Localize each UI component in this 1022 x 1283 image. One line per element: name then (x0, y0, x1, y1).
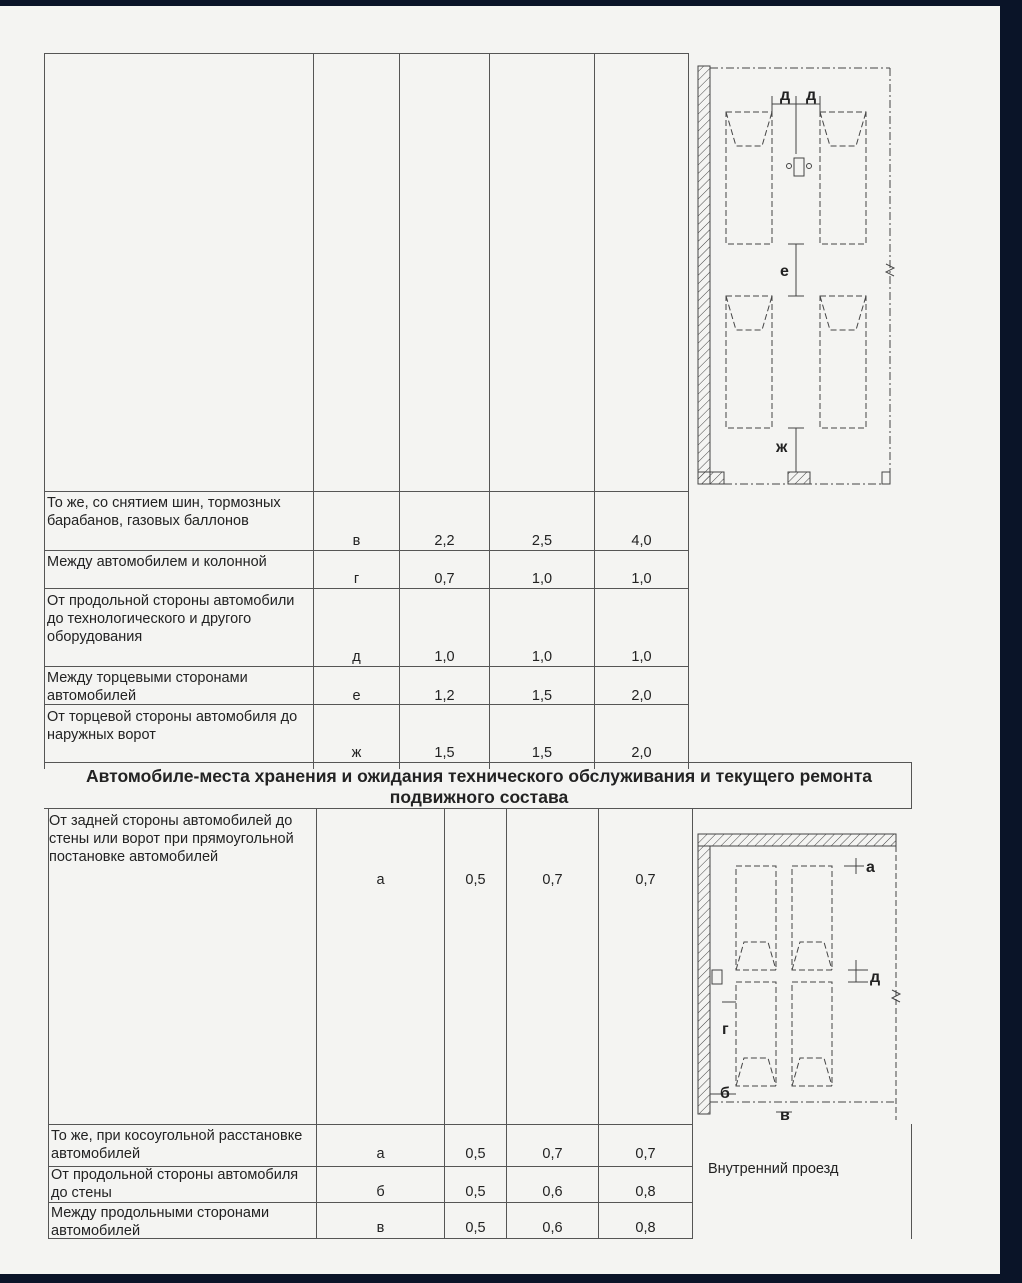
row-code: в (352, 533, 361, 549)
row-text: Между автомобилем и колонной (47, 554, 267, 570)
row-value: 1,0 (531, 649, 553, 665)
row-value: 1,0 (531, 571, 553, 587)
table1-left-border (44, 53, 45, 769)
document-page (0, 6, 1000, 1274)
row-code: а (376, 1146, 385, 1162)
row-value: 1,5 (434, 745, 455, 761)
row-code: в (376, 1220, 385, 1236)
diagram1-label: е (780, 263, 789, 280)
row-code: д (352, 649, 361, 665)
diagram2-label: а (866, 859, 875, 876)
inner-passage-note: Внутренний проезд (708, 1161, 839, 1177)
row-text: От торцевой стороны автомобиля до наружных ворот (47, 709, 298, 743)
diagram-storage-places (694, 830, 908, 1122)
row-value: 1,0 (434, 649, 455, 665)
row-text: Между продольными сторонами автомобилей (51, 1205, 270, 1239)
row-value: 0,7 (542, 872, 563, 888)
row-value: 0,5 (465, 1146, 486, 1162)
row-code: ж (351, 745, 362, 761)
diagram2-label: г (722, 1021, 729, 1038)
row-value: 2,5 (531, 533, 553, 549)
row-value: 0,7 (434, 571, 455, 587)
row-value: 0,5 (465, 1184, 486, 1200)
row-value: 0,6 (542, 1220, 563, 1236)
row-value: 0,8 (635, 1220, 656, 1236)
row-value: 0,8 (635, 1184, 656, 1200)
diagram-repair-posts (690, 54, 912, 494)
row-value: 0,7 (635, 1146, 656, 1162)
row-value: 2,2 (434, 533, 455, 549)
row-value: 0,6 (542, 1184, 563, 1200)
row-value: 1,5 (531, 745, 553, 761)
row-code: е (352, 688, 361, 704)
diagram1-label: д (780, 87, 791, 104)
row-text: От задней стороны автомобилей до стены или ворот при прямоугольной постановке автомобилей (49, 813, 294, 865)
row-value: 0,5 (465, 1220, 486, 1236)
row-value: 2,0 (631, 688, 652, 704)
row-text: То же, при косоугольной расстановке автомобилей (51, 1128, 303, 1162)
row-value: 1,2 (434, 688, 455, 704)
row-code: б (376, 1184, 385, 1200)
table1-top-border (44, 53, 688, 54)
row-value: 1,0 (631, 649, 652, 665)
row-value: 4,0 (631, 533, 652, 549)
row-value: 1,5 (531, 688, 553, 704)
diagram2-label: б (720, 1085, 730, 1102)
row-text: От продольной стороны автомобиля до стены (51, 1167, 299, 1201)
table1-right-border (688, 53, 689, 769)
row-value: 0,7 (542, 1146, 563, 1162)
diagram1-label: ж (776, 439, 788, 456)
diagram2-label: д (870, 969, 881, 986)
row-value: 0,7 (635, 872, 656, 888)
diagram1-label: д (806, 87, 817, 104)
row-code: г (353, 571, 360, 587)
row-value: 2,0 (631, 745, 652, 761)
row-value: 1,0 (631, 571, 652, 587)
row-code: а (376, 872, 385, 888)
row-value: 0,5 (465, 872, 486, 888)
row-text: От продольной стороны автомобили до технологического и другого оборудования (47, 593, 295, 645)
row-text: То же, со снятием шин, тормозных барабанов, газовых баллонов (47, 495, 281, 529)
section-heading: Автомобиле-места хранения и ожидания технического обслуживания и текущего ремонта подвижного состава (85, 766, 873, 807)
diagram2-label: в (780, 1107, 790, 1122)
row-text: Между торцевыми сторонами автомобилей (47, 670, 248, 704)
